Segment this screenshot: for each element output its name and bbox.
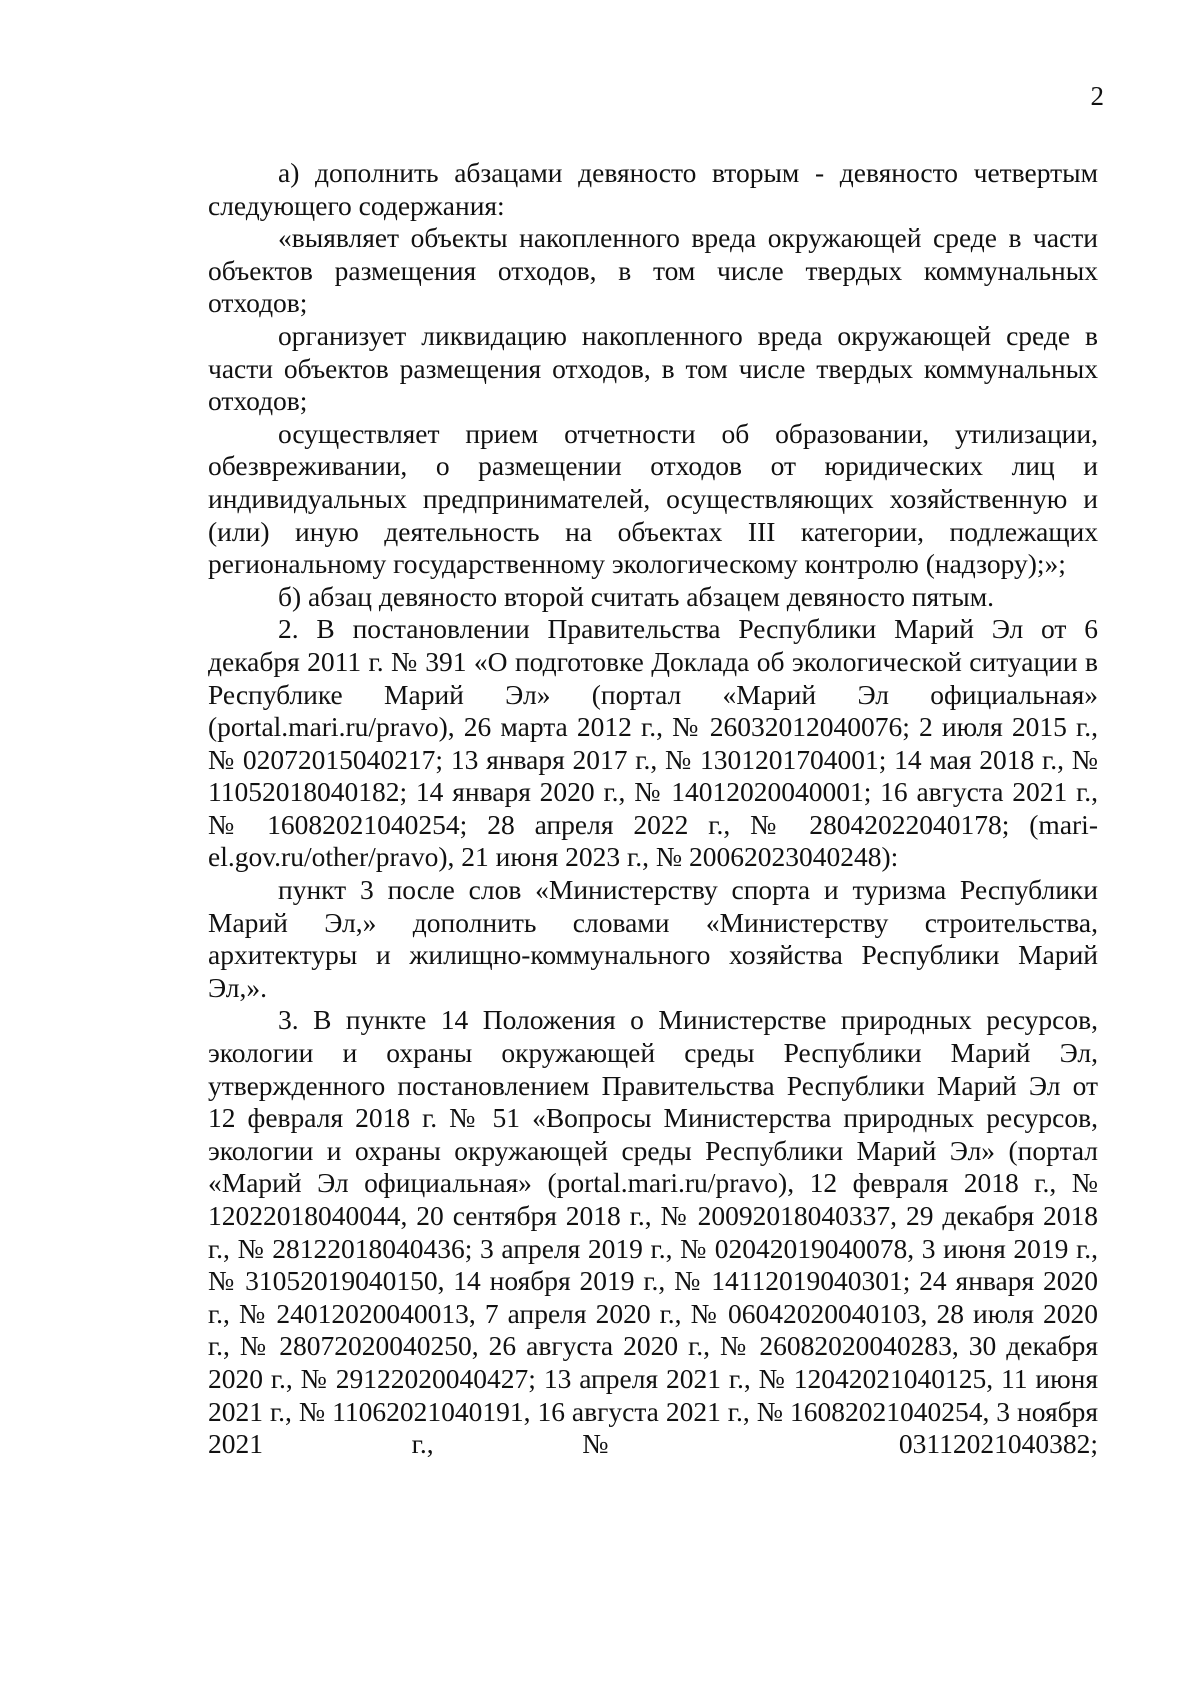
paragraph-amendment-a: а) дополнить абзацами девяносто вторым - девяносто четвертым следующего содержания: bbox=[208, 157, 1098, 221]
paragraph-amendment-b: б) абзац девяносто второй считать абзацем девяносто пятым. bbox=[278, 580, 994, 612]
paragraph-item-3: 3. В пункте 14 Положения о Министерстве природных ресурсов, экологии и охраны окружающей среды Республики Марий Эл, утвержденного постановлением Правительства Республики Марий Эл от 12 февраля 2018 г. № 51 «Вопросы Министерства природных ресурсов, экологии и охраны окружающей среды Республики Марий Эл» (портал «Марий Эл официальная» (portal.mari.ru/pravo), 12 февраля 2018 г., № 12022018040044, 20 сентября 2018 г., № 20092018040337, 29 декабря 2018 г., № 28122018040436; 3 апреля 2019 г., № 02042019040078, 3 июня 2019 г., № 31052019040150, 14 ноября 2019 г., № 14112019040301; 24 января 2020 г., № 24012020040013, 7 апреля 2020 г., № 06042020040103, 28 июля 2020 г., № 28072020040250, 26 августа 2020 г., № 26082020040283, 30 декабря 2020 г., № 29122020040427; 13 апреля 2021 г., № 12042021040125, 11 июня 2021 г., № 11062021040191, 16 августа 2021 г., № 16082021040254, 3 ноября 2021 г., № 03112021040382; bbox=[208, 1004, 1098, 1460]
paragraph-quote-organize: организует ликвидацию накопленного вреда окружающей среде в части объектов размещения отходов, в том числе твердых коммунальных отходов; bbox=[208, 319, 1098, 417]
paragraph-quote-reporting: осуществляет прием отчетности об образовании, утилизации, обезвреживании, о размещении отходов от юридических лиц и индивидуальных предпринимателей, осуществляющих хозяйственную и (или) иную деятельность на объектах III категории, подлежащих региональному государственному экологическому контролю (надзору);»; bbox=[208, 417, 1098, 580]
page-number: 2 bbox=[1090, 81, 1104, 111]
document-body bbox=[208, 157, 1098, 1461]
paragraph-item-2: 2. В постановлении Правительства Республики Марий Эл от 6 декабря 2011 г. № 391 «О подготовке Доклада об экологической ситуации в Республике Марий Эл» (портал «Марий Эл официальная» (portal.mari.ru/pravo), 26 марта 2012 г., № 26032012040076; 2 июля 2015 г., № 02072015040217; 13 января 2017 г., № 1301201704001; 14 мая 2018 г., № 11052018040182; 14 января 2020 г., № 14012020040001; 16 августа 2021 г., № 16082021040254; 28 апреля 2022 г., № 28042022040178; (mari-el.gov.ru/other/pravo), 21 июня 2023 г., № 20062023040248): bbox=[208, 613, 1098, 873]
paragraph-quote-identify: «выявляет объекты накопленного вреда окружающей среде в части объектов размещения отходов, в том числе твердых коммунальных отходов; bbox=[208, 222, 1098, 319]
paragraph-point-3: пункт 3 после слов «Министерству спорта и туризма Республики Марий Эл,» дополнить словами «Министерству строительства, архитектуры и жилищно-коммунального хозяйства Республики Марий Эл,». bbox=[208, 874, 1098, 1003]
